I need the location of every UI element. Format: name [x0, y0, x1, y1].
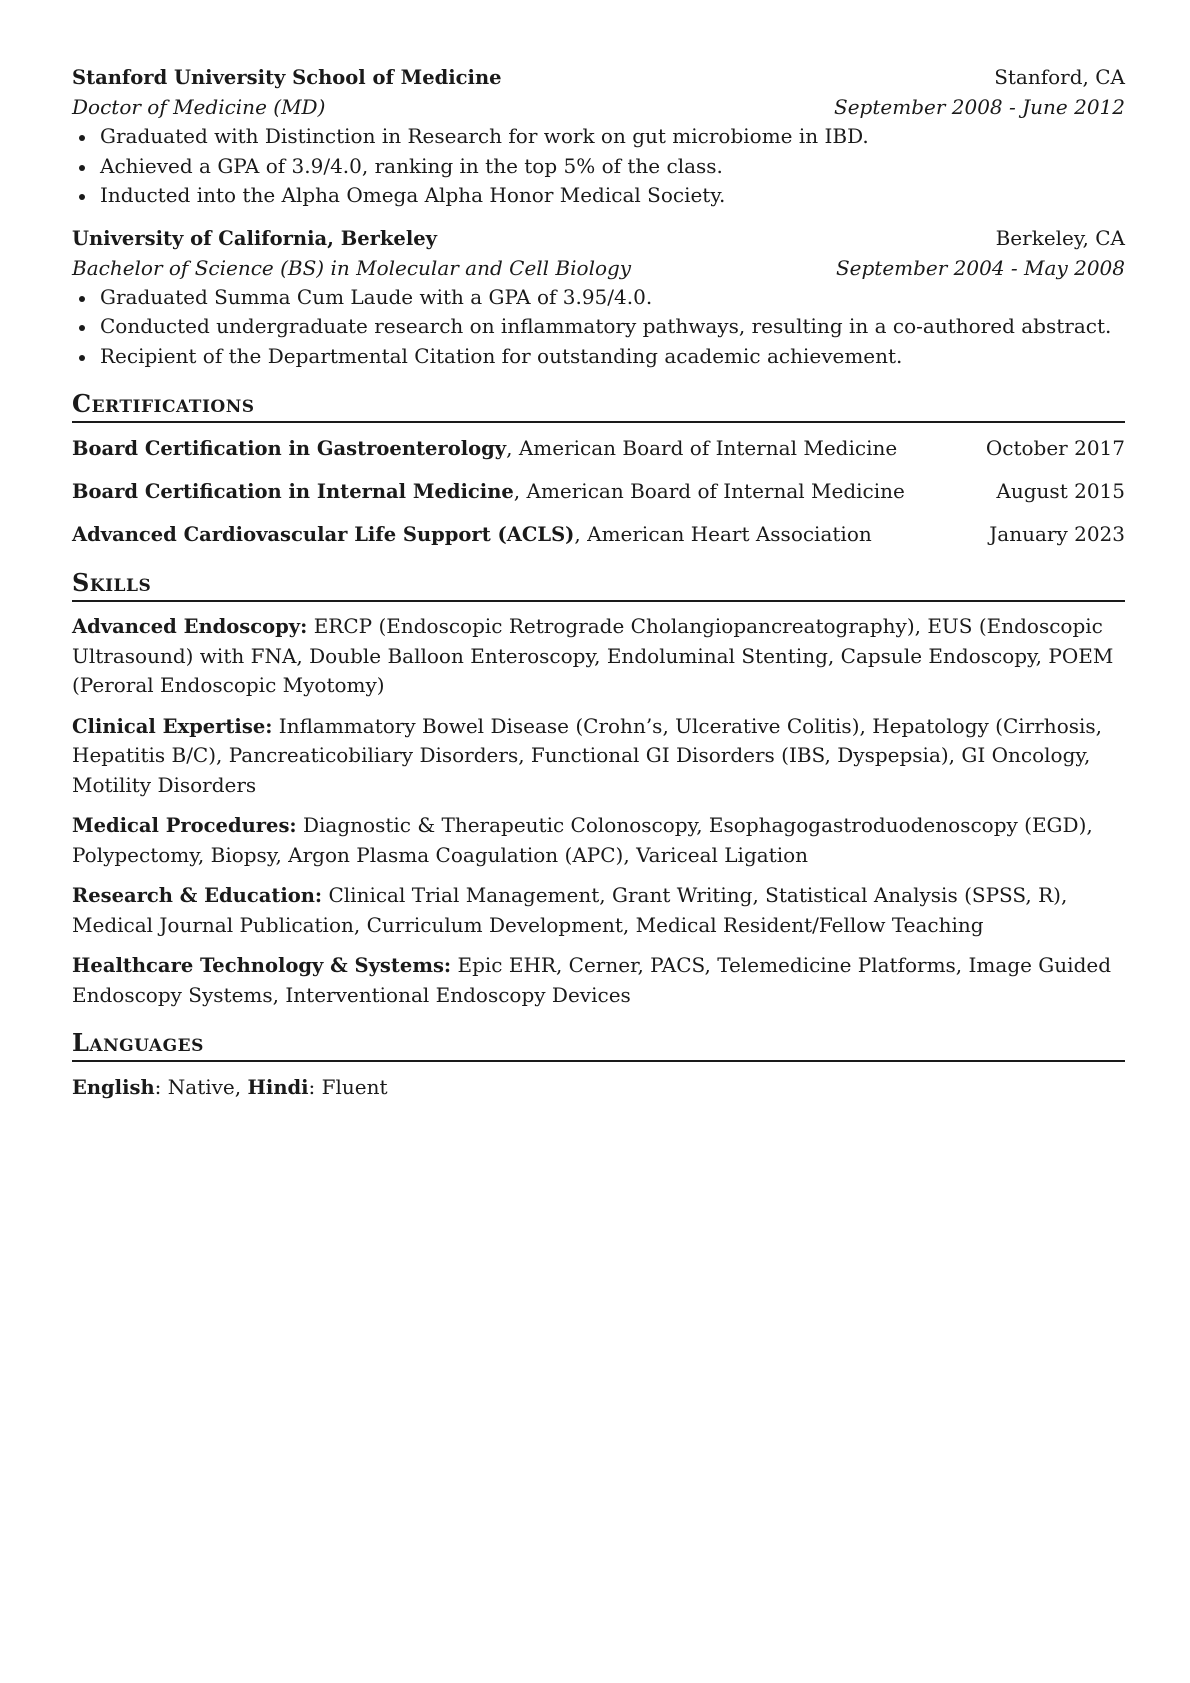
- institution-name: University of California, Berkeley: [72, 226, 437, 250]
- language-level: Native: [167, 1075, 235, 1099]
- languages-heading: Languages: [72, 1028, 1125, 1062]
- education-degree-row: [72, 93, 1125, 122]
- bullet-item: Achieved a GPA of 3.9/4.0, ranking in the top 5% of the class.: [72, 152, 1125, 182]
- skill-category: Medical Procedures:: [72, 814, 297, 837]
- skill-category: Healthcare Technology & Systems:: [72, 954, 452, 977]
- certifications-heading: Certifications: [72, 389, 1125, 423]
- language-name: Hindi: [247, 1076, 309, 1099]
- skill-category: Clinical Expertise:: [72, 714, 273, 738]
- certification-name: Board Certification in Gastroenterology: [72, 437, 507, 460]
- certification-row: [72, 519, 1125, 550]
- education-bullets: [72, 283, 1125, 372]
- certification-text: Board Certification in Gastroenterology, American Board of Internal Medicine: [72, 436, 898, 460]
- education-header-row: [72, 62, 1125, 93]
- languages-line: English: Native, Hindi: Fluent: [72, 1075, 388, 1099]
- skill-category: Advanced Endoscopy:: [72, 615, 308, 638]
- language-level: Fluent: [321, 1075, 388, 1099]
- certification-text: Advanced Cardiovascular Life Support (ACLS), American Heart Association: [72, 522, 872, 546]
- bullet-item: Graduated Summa Cum Laude with a GPA of 3.95/4.0.: [72, 283, 1125, 313]
- certification-text: Board Certification in Internal Medicine, American Board of Internal Medicine: [72, 479, 905, 503]
- certification-name: Advanced Cardiovascular Life Support (ACLS): [72, 523, 575, 546]
- skill-item: [72, 881, 1125, 940]
- certification-date: October 2017: [985, 436, 1125, 460]
- education-entry: [72, 62, 1125, 211]
- skill-item: [72, 712, 1125, 801]
- skill-text: ERCP (Endoscopic Retrograde Cholangiopancreatography), EUS (Endoscopic Ultrasound) with FNA, Double Balloon Enteroscopy, Endoluminal Stenting, Capsule Endoscopy, POEM (Peroral Endoscopic Myotomy): [72, 614, 1114, 697]
- certification-issuer: American Board of Internal Medicine: [526, 479, 905, 503]
- skill-item: [72, 951, 1125, 1010]
- language-name: English: [72, 1076, 155, 1099]
- certification-issuer: American Board of Internal Medicine: [518, 436, 898, 460]
- education-dates: September 2008 - June 2012: [834, 95, 1125, 119]
- certification-name: Board Certification in Internal Medicine: [72, 480, 514, 503]
- degree-title: Doctor of Medicine (MD): [72, 95, 326, 119]
- skills-list: [72, 612, 1125, 1010]
- resume-page: [72, 62, 1125, 1103]
- education-degree-row: [72, 254, 1125, 283]
- certification-issuer: American Heart Association: [587, 522, 872, 546]
- skills-heading: Skills: [72, 568, 1125, 602]
- skill-text: Diagnostic & Therapeutic Colonoscopy, Esophagogastroduodenoscopy (EGD), Polypectomy, Biopsy, Argon Plasma Coagulation (APC), Variceal Ligation: [72, 813, 1093, 867]
- certifications-list: [72, 433, 1125, 550]
- bullet-item: Conducted undergraduate research on inflammatory pathways, resulting in a co-authored abstract.: [72, 312, 1125, 342]
- certification-row: [72, 433, 1125, 464]
- skill-text: Clinical Trial Management, Grant Writing, Statistical Analysis (SPSS, R), Medical Journal Publication, Curriculum Development, Medical Resident/Fellow Teaching: [72, 883, 1068, 937]
- education-header-row: [72, 223, 1125, 254]
- skill-category: Research & Education:: [72, 884, 323, 907]
- certification-date: January 2023: [989, 522, 1125, 546]
- degree-title: Bachelor of Science (BS) in Molecular and Cell Biology: [72, 255, 632, 280]
- skill-text: Epic EHR, Cerner, PACS, Telemedicine Platforms, Image Guided Endoscopy Systems, Interventional Endoscopy Devices: [72, 953, 1112, 1007]
- institution-location: Berkeley, CA: [995, 225, 1125, 250]
- education-entry: [72, 223, 1125, 372]
- skill-text: Inflammatory Bowel Disease (Crohn’s, Ulcerative Colitis), Hepatology (Cirrhosis, Hepatitis B/C), Pancreaticobiliary Disorders, Functional GI Disorders (IBS, Dyspepsia), GI Oncology, Motility Disorders: [72, 713, 1103, 797]
- education-dates: September 2004 - May 2008: [835, 255, 1125, 280]
- education-bullets: [72, 122, 1125, 211]
- skill-item: [72, 612, 1125, 701]
- institution-name: Stanford University School of Medicine: [72, 66, 502, 89]
- institution-location: Stanford, CA: [994, 65, 1125, 89]
- bullet-item: Inducted into the Alpha Omega Alpha Honor Medical Society.: [72, 181, 1125, 211]
- certification-date: August 2015: [996, 479, 1125, 503]
- certification-row: [72, 476, 1125, 507]
- bullet-item: Graduated with Distinction in Research for work on gut microbiome in IBD.: [72, 122, 1125, 152]
- bullet-item: Recipient of the Departmental Citation for outstanding academic achievement.: [72, 342, 1125, 372]
- skill-item: [72, 811, 1125, 870]
